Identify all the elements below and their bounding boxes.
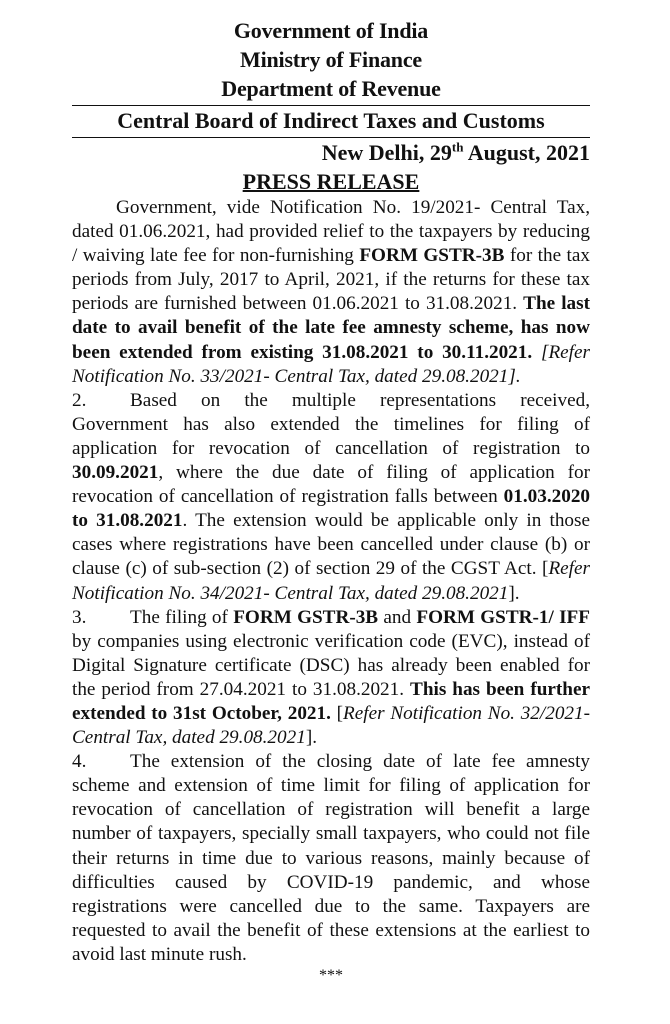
government-heading: Government of India: [233, 18, 429, 43]
text: Government, vide Notification No. 19/2021- Central Tax, dated 01.06.2021, had provided relief to the taxpayers by reducing / waiving late fee for non-furnishing: [72, 197, 590, 267]
date-ordinal: th: [451, 139, 464, 155]
text: The extension of the closing date of late fee amnesty scheme and extension of time limit for filing of application for revocation of cancellation of registration will benefit a large number of taxpayers, specially small taxpayers, who could not file their returns in time due to various reasons, mainly because of difficulties caused by COVID-19 pandemic, and whose registrations were cancelled due to the same. Taxpayers are requested to avail the benefit of these extensions at the earliest to avoid last minute rush.: [72, 751, 590, 965]
document-title: PRESS RELEASE: [242, 169, 420, 194]
text: by companies using electronic verification code (EVC), instead of Digital Signature certificate (DSC) has already been enabled for the period from 27.04.2021 to 31.08.2021.: [72, 630, 590, 700]
bold-text: The last date to avail benefit of the late fee amnesty scheme, has now been extended from existing 31.08.2021 to 30.11.2021.: [72, 293, 590, 363]
paragraph-number: 4.: [72, 751, 87, 773]
notification-reference: Refer Notification No. 32/2021- Central Tax, dated 29.08.2021: [72, 702, 590, 749]
paragraph-1: [72, 196, 590, 389]
end-mark: ***: [319, 967, 343, 984]
paragraph-number: 2.: [72, 389, 87, 411]
ministry-heading: Ministry of Finance: [240, 47, 422, 72]
press-release-body: [72, 196, 590, 985]
text: for the tax periods from July, 2017 to April, 2021, if the returns for these tax periods are furnished between 01.06.2021 to 31.08.2021.: [72, 245, 590, 315]
text: [: [330, 702, 344, 724]
bold-text: FORM GSTR-3B: [233, 606, 379, 628]
paragraph-2: [72, 389, 590, 606]
bold-text: 01.03.2020 to 31.08.2021: [72, 486, 590, 532]
paragraph-4: [72, 750, 590, 967]
place-date-prefix: New Delhi, 29: [321, 140, 452, 165]
text: . The extension would be applicable only in those cases where registrations have been cancelled under clause (b) or clause (c) of sub-section (2) of section 29 of the CGST Act. [: [72, 510, 590, 580]
text: Based on the multiple representations received, Government has also extended the timelines for filing of application for revocation of cancellation of registration to: [72, 389, 590, 459]
place-date-suffix: August, 2021: [463, 140, 590, 165]
place-date: [72, 138, 590, 168]
text: The filing of: [130, 606, 234, 628]
bold-text: FORM GSTR-3B: [359, 245, 505, 267]
text: , where the due date of filing of application for revocation of cancellation of registration falls between: [72, 462, 590, 508]
bold-text: 30.09.2021: [72, 462, 159, 484]
text: ].: [508, 582, 520, 604]
bold-text: This has been further extended to 31st October, 2021.: [72, 678, 591, 724]
text: ].: [305, 727, 317, 749]
paragraph-number: 3.: [72, 606, 87, 628]
bold-text: FORM GSTR-1/ IFF: [416, 606, 590, 628]
text: and: [378, 606, 417, 628]
department-heading: Department of Revenue: [221, 76, 441, 101]
board-heading: Central Board of Indirect Taxes and Customs: [117, 108, 545, 133]
notification-reference: [Refer Notification No. 33/2021- Central Tax, dated 29.08.2021].: [72, 341, 590, 387]
letterhead: [72, 16, 590, 196]
notification-reference: Refer Notification No. 34/2021- Central Tax, dated 29.08.2021: [72, 558, 590, 604]
paragraph-3: [72, 606, 590, 751]
